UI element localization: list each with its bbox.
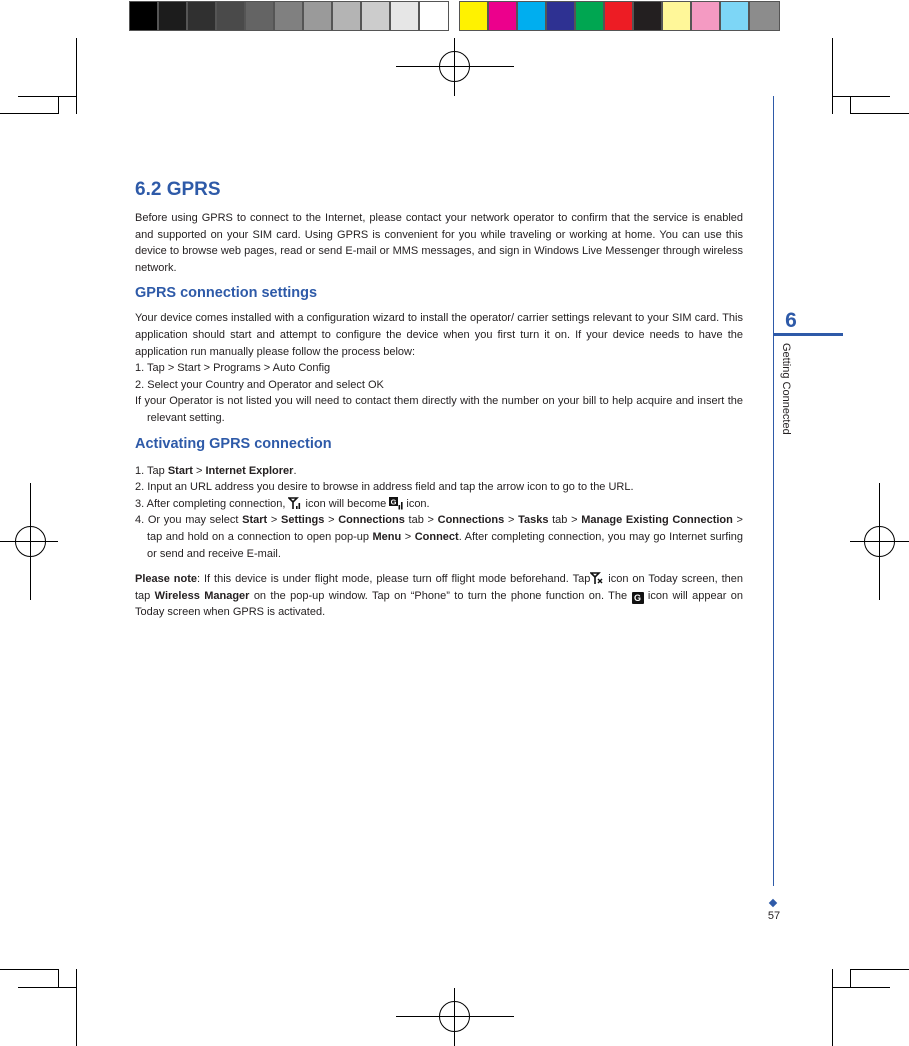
settings-heading: GPRS connection settings bbox=[135, 285, 318, 302]
please-note-label: Please note bbox=[135, 573, 198, 586]
svg-text:G: G bbox=[390, 497, 397, 507]
color-swatch-red bbox=[604, 1, 633, 31]
section-title: 6.2 GPRS bbox=[135, 179, 221, 200]
color-swatch-magenta bbox=[488, 1, 517, 31]
gray-swatch-5 bbox=[274, 1, 303, 31]
gray-swatch-9 bbox=[390, 1, 419, 31]
gray-swatch-4 bbox=[245, 1, 274, 31]
settings-step-1: 1. Tap > Start > Programs > Auto Config bbox=[135, 362, 331, 375]
gprs-g-icon: G bbox=[632, 592, 644, 604]
activating-step-3: 3. After completing connection, icon will become G icon. bbox=[135, 497, 430, 510]
activating-step-4: 4. Or you may select Start > Settings > Connections tab > Connections > Tasks tab > Manage Existing Connection > tap and hold on a connection to open pop-up Menu > Connect. After completing connection, you may go Internet surfing or send and receive E-mail. bbox=[135, 514, 744, 560]
color-swatch-green bbox=[575, 1, 604, 31]
chapter-title-text: Getting Connected bbox=[780, 343, 792, 435]
activating-step-1: 1. Tap Start > Internet Explorer. bbox=[135, 464, 297, 477]
gray-swatch-7 bbox=[332, 1, 361, 31]
gray-swatch-2 bbox=[187, 1, 216, 31]
color-swatch-black bbox=[633, 1, 662, 31]
gray-swatch-1 bbox=[158, 1, 187, 31]
gray-swatch-3 bbox=[216, 1, 245, 31]
gray-swatch-10 bbox=[419, 1, 449, 31]
color-swatch-blue bbox=[546, 1, 575, 31]
activating-heading: Activating GPRS connection bbox=[135, 435, 332, 452]
settings-step-2: 2. Select your Country and Operator and select OK bbox=[135, 378, 384, 391]
color-swatch-yellow bbox=[459, 1, 488, 31]
sidebar-rule bbox=[773, 96, 774, 886]
color-swatch-light-yellow bbox=[662, 1, 691, 31]
main-content bbox=[135, 176, 743, 621]
gray-swatch-0 bbox=[129, 1, 158, 31]
chapter-number: 6 bbox=[785, 309, 797, 332]
chapter-title bbox=[778, 343, 796, 453]
gray-swatch-8 bbox=[361, 1, 390, 31]
page-number: 57 bbox=[767, 910, 781, 922]
settings-paragraph: Your device comes installed with a configuration wizard to install the operator/ carrier settings relevant to your SIM card. This application should start and attempt to configure the device when you first turn it on. If your device needs to have the application run manually please follow the process below: bbox=[135, 312, 743, 358]
please-note-paragraph: Please note: If this device is under flight mode, please turn off flight mode beforehand. Tap icon on Today screen, then tap Wireless Manager on the pop-up window. Tap on “Phone” to turn the phone function on. The G icon will appear on Today screen when GPRS is activated. bbox=[135, 573, 743, 619]
diamond-icon bbox=[769, 899, 777, 907]
color-swatch-cyan bbox=[517, 1, 546, 31]
gprs-g-icon bbox=[389, 497, 403, 510]
settings-note: If your Operator is not listed you will need to contact them directly with the number on your bill to help acquire and insert the relevant setting. bbox=[135, 395, 743, 424]
color-swatch-pink bbox=[691, 1, 720, 31]
color-swatch-gray bbox=[749, 1, 780, 31]
intro-paragraph: Before using GPRS to connect to the Internet, please contact your network operator to confirm that the service is enabled and supported on your SIM card. Using GPRS is convenient for you while traveling or working at home. You can use this device to browse web pages, read or send E-mail or MMS messages, and sign in Windows Live Messenger through wireless network. bbox=[135, 212, 743, 274]
activating-step-2: 2. Input an URL address you desire to browse in address field and tap the arrow icon to go to the URL. bbox=[135, 481, 634, 494]
gray-swatch-6 bbox=[303, 1, 332, 31]
antenna-off-icon bbox=[590, 572, 604, 585]
color-swatch-light-cyan bbox=[720, 1, 749, 31]
antenna-signal-icon bbox=[288, 497, 302, 510]
